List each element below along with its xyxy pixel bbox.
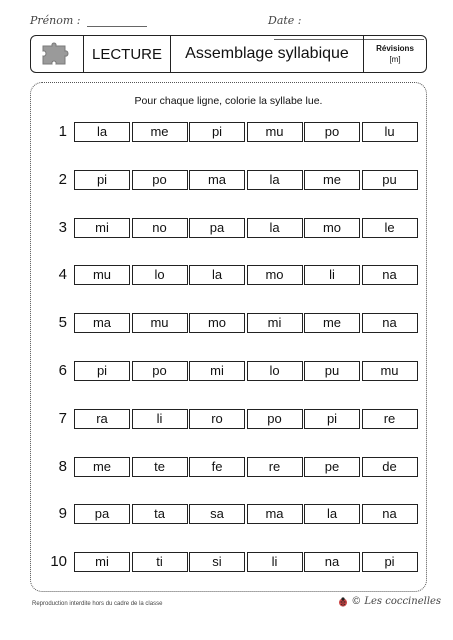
syllable-cell[interactable]: pi xyxy=(189,122,245,142)
row-number: 1 xyxy=(58,123,67,140)
row-number: 9 xyxy=(58,505,67,523)
syllable-cell[interactable]: pi xyxy=(74,170,130,190)
syllable-cell[interactable]: mi xyxy=(189,361,245,381)
subject-label: LECTURE xyxy=(84,36,171,72)
syllable-row xyxy=(31,313,428,333)
syllable-cell[interactable]: no xyxy=(132,218,188,238)
row-number: 3 xyxy=(58,218,67,236)
syllable-cell[interactable]: me xyxy=(132,122,188,142)
revisions-label: Révisions xyxy=(376,44,414,53)
syllable-cell[interactable]: re xyxy=(362,409,418,429)
syllable-cell[interactable]: pa xyxy=(74,504,130,524)
revisions-box xyxy=(364,36,426,72)
exercise-area xyxy=(30,82,427,592)
syllable-cell[interactable]: mo xyxy=(304,218,360,238)
syllable-cell[interactable]: me xyxy=(304,170,360,190)
syllable-cell[interactable]: ti xyxy=(132,552,188,572)
syllable-cell[interactable]: re xyxy=(247,457,303,477)
syllable-row xyxy=(31,265,428,285)
syllable-cell[interactable]: lu xyxy=(362,122,418,142)
syllable-cell[interactable]: mu xyxy=(132,313,188,333)
syllable-cell[interactable]: fe xyxy=(189,457,245,477)
prenom-line[interactable] xyxy=(87,16,147,27)
brand-name: © Les coccinelles xyxy=(351,596,442,607)
syllable-cell[interactable]: pe xyxy=(304,457,360,477)
syllable-cell[interactable]: pu xyxy=(362,170,418,190)
syllable-cell[interactable]: ta xyxy=(132,504,188,524)
syllable-cell[interactable]: lo xyxy=(132,265,188,285)
row-number: 8 xyxy=(58,457,67,475)
syllable-cell[interactable]: ma xyxy=(74,313,130,333)
row-number: 7 xyxy=(58,409,67,427)
syllable-cell[interactable]: po xyxy=(132,361,188,381)
prenom-label: Prénom : xyxy=(30,14,81,27)
syllable-cell[interactable]: pi xyxy=(304,409,360,429)
prenom-field[interactable] xyxy=(30,14,147,27)
puzzle-piece-icon xyxy=(39,40,75,68)
syllable-row xyxy=(31,504,428,524)
syllable-cell[interactable]: ma xyxy=(189,170,245,190)
instruction-text: Pour chaque ligne, colorie la syllabe lue. xyxy=(134,95,323,107)
syllable-cell[interactable]: pi xyxy=(74,361,130,381)
syllable-cell[interactable]: li xyxy=(132,409,188,429)
footer-notice: Reproduction interdite hors du cadre de la classe xyxy=(32,601,163,607)
syllable-cell[interactable]: mo xyxy=(247,265,303,285)
puzzle-cell xyxy=(31,36,84,72)
syllable-cell[interactable]: ma xyxy=(247,504,303,524)
syllable-cell[interactable]: si xyxy=(189,552,245,572)
brand-logo xyxy=(338,596,441,607)
syllable-cell[interactable]: na xyxy=(362,265,418,285)
syllable-cell[interactable]: la xyxy=(74,122,130,142)
syllable-cell[interactable]: mu xyxy=(74,265,130,285)
syllable-cell[interactable]: mu xyxy=(247,122,303,142)
syllable-row xyxy=(31,552,428,572)
syllable-row xyxy=(31,218,428,238)
syllable-cell[interactable]: me xyxy=(74,457,130,477)
syllable-cell[interactable]: me xyxy=(304,313,360,333)
row-number: 10 xyxy=(50,553,67,571)
worksheet-header xyxy=(30,35,427,73)
syllable-cell[interactable]: ro xyxy=(189,409,245,429)
syllable-cell[interactable]: mi xyxy=(247,313,303,333)
ladybug-icon xyxy=(338,597,348,607)
syllable-cell[interactable]: li xyxy=(247,552,303,572)
row-number: 2 xyxy=(58,170,67,188)
worksheet-title: Assemblage syllabique xyxy=(171,36,364,72)
syllable-cell[interactable]: lo xyxy=(247,361,303,381)
syllable-cell[interactable]: na xyxy=(304,552,360,572)
syllable-row xyxy=(31,361,428,381)
syllable-cell[interactable]: ra xyxy=(74,409,130,429)
syllable-cell[interactable]: mi xyxy=(74,218,130,238)
syllable-cell[interactable]: la xyxy=(247,218,303,238)
syllable-cell[interactable]: pi xyxy=(362,552,418,572)
syllable-cell[interactable]: la xyxy=(189,265,245,285)
syllable-cell[interactable]: le xyxy=(362,218,418,238)
syllable-cell[interactable]: te xyxy=(132,457,188,477)
syllable-cell[interactable]: mi xyxy=(74,552,130,572)
syllable-cell[interactable]: na xyxy=(362,504,418,524)
row-number: 6 xyxy=(58,362,67,379)
syllable-cell[interactable]: mo xyxy=(189,313,245,333)
row-number: 5 xyxy=(58,314,67,332)
syllable-cell[interactable]: mu xyxy=(362,361,418,381)
syllable-cell[interactable]: sa xyxy=(189,504,245,524)
syllable-cell[interactable]: po xyxy=(247,409,303,429)
date-label: Date : xyxy=(268,14,302,27)
syllable-row xyxy=(31,457,428,477)
syllable-cell[interactable]: na xyxy=(362,313,418,333)
syllable-row xyxy=(31,409,428,429)
syllable-cell[interactable]: pa xyxy=(189,218,245,238)
syllable-cell[interactable]: la xyxy=(304,504,360,524)
syllable-cell[interactable]: po xyxy=(304,122,360,142)
revisions-value: [m] xyxy=(389,55,401,64)
syllable-cell[interactable]: po xyxy=(132,170,188,190)
row-number: 4 xyxy=(58,266,67,284)
syllable-cell[interactable]: pu xyxy=(304,361,360,381)
syllable-cell[interactable]: li xyxy=(304,265,360,285)
syllable-cell[interactable]: de xyxy=(362,457,418,477)
syllable-row xyxy=(31,170,428,190)
syllable-row xyxy=(31,122,428,142)
syllable-cell[interactable]: la xyxy=(247,170,303,190)
